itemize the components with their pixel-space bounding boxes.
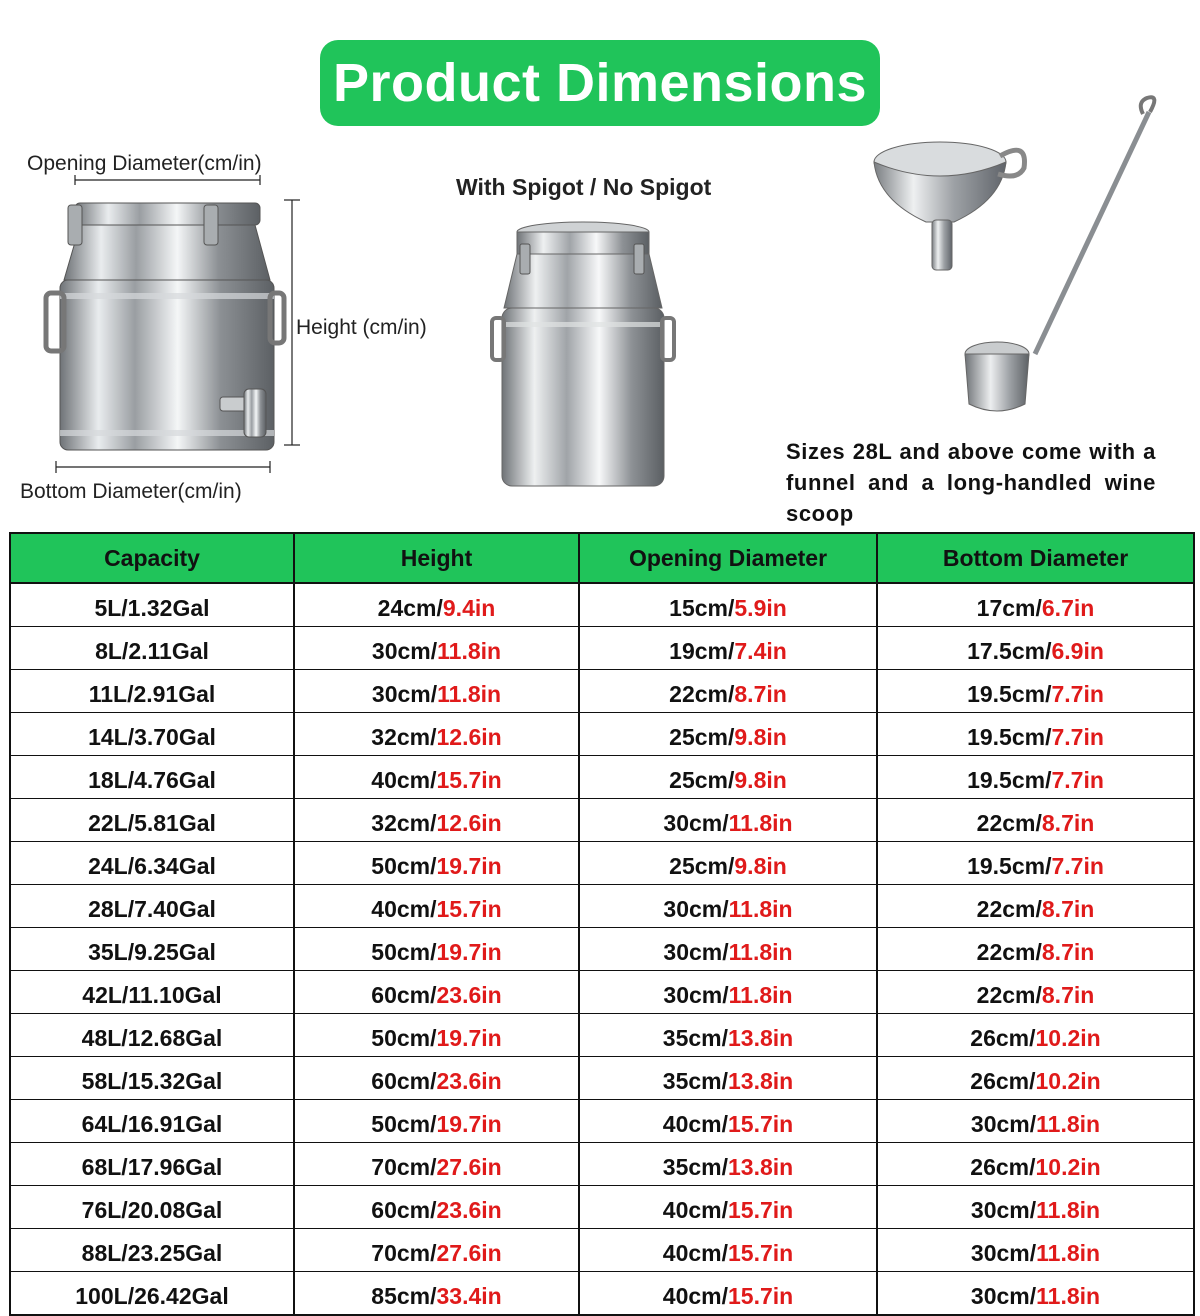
bottom-diameter-cell [877,1057,1194,1100]
height-cm-value: 70cm/ [371,1240,437,1266]
height-cell [294,756,579,799]
opening-cm-value: 30cm/ [663,982,729,1008]
opening-in-value: 15.7in [728,1240,794,1266]
height-cell [294,1186,579,1229]
height-cell [294,670,579,713]
height-cell [294,842,579,885]
opening-in-value: 11.8in [728,939,793,965]
opening-in-value: 11.8in [728,896,793,922]
capacity-value: 28L/7.40Gal [88,896,216,922]
capacity-value: 5L/1.32Gal [94,595,210,621]
table-row [10,756,1194,799]
opening-in-value: 9.8in [734,767,787,793]
title-banner [320,40,880,126]
height-cell [294,1272,579,1316]
table-row [10,1014,1194,1057]
opening-in-value: 15.7in [728,1283,794,1309]
bottom-cm-value: 22cm/ [976,939,1042,965]
bottom-diameter-cell [877,713,1194,756]
capacity-value: 35L/9.25Gal [88,939,216,965]
bottom-cm-value: 30cm/ [970,1111,1037,1137]
bottom-diameter-cell [877,583,1194,627]
table-row [10,1057,1194,1100]
bottom-diameter-cell [877,971,1194,1014]
opening-cm-value: 25cm/ [669,767,735,793]
bottom-in-value: 10.2in [1035,1068,1101,1094]
capacity-cell [10,971,294,1014]
height-cm-value: 50cm/ [371,1025,437,1051]
height-in-value: 33.4in [436,1283,502,1309]
bottom-in-value: 6.7in [1041,595,1095,621]
bottom-diameter-cell [877,670,1194,713]
height-cm-value: 50cm/ [371,1111,437,1137]
milk-can-no-spigot-image [492,218,674,496]
bottom-diameter-cell [877,1229,1194,1272]
accessory-note: Sizes 28L and above come with a funnel and a long-handled wine scoop [786,439,1156,526]
height-cell [294,713,579,756]
bottom-diameter-cell [877,885,1194,928]
height-in-value: 15.7in [436,767,502,793]
header-capacity: Capacity [10,533,294,583]
table-row [10,627,1194,670]
bottom-cm-value: 22cm/ [976,810,1042,836]
capacity-cell [10,670,294,713]
height-cm-value: 60cm/ [371,1197,437,1223]
height-cell [294,583,579,627]
spigot-label: With Spigot / No Spigot [456,174,712,200]
height-in-value: 19.7in [436,939,502,965]
bottom-in-value: 8.7in [1041,810,1095,836]
opening-diameter-cell [579,1272,877,1316]
opening-diameter-cell [579,756,877,799]
bottom-diameter-cell [877,1014,1194,1057]
capacity-cell [10,756,294,799]
bottom-in-value: 11.8in [1036,1111,1101,1137]
opening-cm-value: 25cm/ [669,853,735,879]
opening-in-value: 9.8in [734,853,787,879]
capacity-value: 58L/15.32Gal [81,1068,223,1094]
height-cm-value: 40cm/ [371,896,437,922]
height-cm-value: 85cm/ [371,1283,437,1309]
opening-diameter-cell [579,1186,877,1229]
table-row [10,713,1194,756]
capacity-value: 68L/17.96Gal [81,1154,223,1180]
opening-diameter-cell [579,799,877,842]
height-cm-value: 50cm/ [371,939,437,965]
bottom-cm-value: 19.5cm/ [967,853,1052,879]
bottom-diameter-cell [877,756,1194,799]
opening-in-value: 11.8in [728,982,793,1008]
bottom-diameter-label: Bottom Diameter(cm/in) [20,480,242,503]
opening-cm-value: 19cm/ [669,638,735,664]
opening-diameter-cell [579,1057,877,1100]
bottom-cm-value: 19.5cm/ [967,681,1052,707]
opening-in-value: 9.8in [734,724,787,750]
height-cell [294,1229,579,1272]
opening-cm-value: 35cm/ [662,1025,728,1051]
height-cm-value: 60cm/ [371,1068,437,1094]
bottom-diameter-cell [877,842,1194,885]
bottom-cm-value: 22cm/ [976,896,1042,922]
height-cell [294,627,579,670]
capacity-value: 48L/12.68Gal [81,1025,223,1051]
opening-in-value: 13.8in [728,1068,794,1094]
opening-cm-value: 30cm/ [663,896,729,922]
bottom-diameter-cell [877,1143,1194,1186]
height-in-value: 12.6in [436,724,502,750]
height-cm-value: 32cm/ [371,810,437,836]
bottom-diameter-cell [877,1186,1194,1229]
bottom-diameter-cell [877,1272,1194,1316]
bottom-diameter-cell [877,799,1194,842]
bottom-cm-value: 19.5cm/ [967,724,1052,750]
table-row [10,670,1194,713]
capacity-cell [10,627,294,670]
bottom-cm-value: 19.5cm/ [967,767,1052,793]
opening-diameter-cell [579,842,877,885]
opening-in-value: 7.4in [734,638,787,664]
capacity-cell [10,1272,294,1316]
opening-diameter-cell [579,1229,877,1272]
opening-in-value: 5.9in [734,595,787,621]
bottom-in-value: 7.7in [1051,681,1104,707]
height-in-value: 23.6in [436,1068,502,1094]
capacity-cell [10,928,294,971]
capacity-value: 14L/3.70Gal [88,724,216,750]
height-cell [294,1014,579,1057]
height-in-value: 23.6in [436,1197,502,1223]
opening-diameter-cell [579,971,877,1014]
capacity-cell [10,842,294,885]
opening-in-value: 15.7in [728,1197,794,1223]
height-cm-value: 50cm/ [371,853,437,879]
opening-diameter-cell [579,670,877,713]
height-cm-value: 40cm/ [371,767,437,793]
bottom-cm-value: 22cm/ [976,982,1042,1008]
capacity-value: 18L/4.76Gal [88,767,216,793]
height-in-value: 19.7in [436,1025,502,1051]
capacity-cell [10,799,294,842]
capacity-cell [10,1143,294,1186]
table-row [10,928,1194,971]
height-in-value: 19.7in [436,1111,502,1137]
height-in-value: 27.6in [436,1154,502,1180]
bottom-diameter-cell [877,1100,1194,1143]
height-cm-value: 24cm/ [377,595,443,621]
opening-cm-value: 15cm/ [669,595,735,621]
opening-diameter-cell [579,627,877,670]
bottom-in-value: 7.7in [1051,724,1104,750]
opening-diameter-cell [579,1014,877,1057]
table-row [10,799,1194,842]
bottom-cm-value: 17cm/ [976,595,1042,621]
table-row [10,1100,1194,1143]
bottom-in-value: 11.8in [1036,1197,1101,1223]
bottom-in-value: 8.7in [1041,896,1095,922]
height-in-value: 9.4in [442,595,496,621]
bottom-in-value: 10.2in [1035,1025,1101,1051]
bottom-cm-value: 30cm/ [970,1240,1037,1266]
height-cm-value: 60cm/ [371,982,437,1008]
height-label: Height (cm/in) [296,316,427,339]
capacity-cell [10,1229,294,1272]
capacity-cell [10,1186,294,1229]
header-opening-diameter: Opening Diameter [579,533,877,583]
height-in-value: 23.6in [436,982,502,1008]
bottom-cm-value: 26cm/ [970,1068,1036,1094]
opening-diameter-cell [579,583,877,627]
bottom-in-value: 6.9in [1051,638,1104,664]
opening-diameter-cell [579,713,877,756]
opening-cm-value: 40cm/ [662,1197,728,1223]
height-cm-value: 32cm/ [371,724,437,750]
bottom-in-value: 11.8in [1036,1283,1101,1309]
capacity-cell [10,1014,294,1057]
height-in-value: 15.7in [436,896,502,922]
dimensions-table [9,532,1195,1316]
table-row [10,1272,1194,1316]
bottom-diameter-cell [877,928,1194,971]
bottom-in-value: 11.8in [1036,1240,1101,1266]
table-row [10,583,1194,627]
height-cm-value: 30cm/ [371,638,438,664]
height-in-value: 27.6in [436,1240,502,1266]
height-cell [294,1143,579,1186]
opening-in-value: 13.8in [728,1025,794,1051]
bottom-cm-value: 26cm/ [970,1025,1036,1051]
capacity-value: 76L/20.08Gal [81,1197,223,1223]
capacity-cell [10,1057,294,1100]
height-cell [294,971,579,1014]
opening-cm-value: 35cm/ [662,1068,728,1094]
bottom-cm-value: 26cm/ [970,1154,1036,1180]
opening-in-value: 8.7in [734,681,787,707]
capacity-value: 88L/23.25Gal [81,1240,223,1266]
table-row [10,1229,1194,1272]
opening-cm-value: 35cm/ [662,1154,728,1180]
capacity-value: 64L/16.91Gal [81,1111,223,1137]
capacity-cell [10,583,294,627]
table-row [10,842,1194,885]
capacity-value: 42L/11.10Gal [82,982,222,1008]
opening-cm-value: 40cm/ [662,1240,728,1266]
opening-diameter-cell [579,1143,877,1186]
height-cell [294,1057,579,1100]
height-cell [294,799,579,842]
capacity-cell [10,885,294,928]
height-in-value: 11.8in [437,638,502,664]
opening-cm-value: 30cm/ [663,810,729,836]
bottom-in-value: 8.7in [1041,939,1095,965]
height-cell [294,1100,579,1143]
header-height: Height [294,533,579,583]
opening-cm-value: 22cm/ [669,681,735,707]
opening-diameter-cell [579,1100,877,1143]
table-row [10,1143,1194,1186]
opening-cm-value: 30cm/ [663,939,729,965]
bottom-in-value: 10.2in [1035,1154,1101,1180]
opening-diameter-cell [579,885,877,928]
opening-diameter-cell [579,928,877,971]
height-cm-value: 30cm/ [371,681,438,707]
capacity-cell [10,1100,294,1143]
height-cell [294,885,579,928]
capacity-value: 24L/6.34Gal [88,853,216,879]
bottom-cm-value: 30cm/ [970,1197,1037,1223]
table-row [10,1186,1194,1229]
table-header-row [10,533,1194,583]
height-cell [294,928,579,971]
bottom-in-value: 8.7in [1041,982,1095,1008]
height-cm-value: 70cm/ [371,1154,437,1180]
opening-diameter-label: Opening Diameter(cm/in) [27,152,262,175]
opening-cm-value: 25cm/ [669,724,735,750]
bottom-in-value: 7.7in [1051,767,1104,793]
header-bottom-diameter: Bottom Diameter [877,533,1194,583]
wine-scoop-image [955,92,1170,422]
page-title: Product Dimensions [332,53,868,113]
bottom-in-value: 7.7in [1051,853,1104,879]
height-in-value: 12.6in [436,810,502,836]
bottom-cm-value: 30cm/ [970,1283,1037,1309]
opening-in-value: 15.7in [728,1111,794,1137]
opening-cm-value: 40cm/ [662,1111,728,1137]
height-in-value: 19.7in [436,853,502,879]
table-row [10,885,1194,928]
milk-can-with-spigot-image [20,175,310,485]
capacity-value: 8L/2.11Gal [95,638,209,664]
opening-in-value: 13.8in [728,1154,794,1180]
opening-cm-value: 40cm/ [662,1283,728,1309]
bottom-cm-value: 17.5cm/ [967,638,1052,664]
table-row [10,971,1194,1014]
capacity-value: 100L/26.42Gal [75,1283,229,1309]
capacity-value: 22L/5.81Gal [88,810,216,836]
capacity-cell [10,713,294,756]
height-in-value: 11.8in [437,681,502,707]
opening-in-value: 11.8in [728,810,793,836]
bottom-diameter-cell [877,627,1194,670]
capacity-value: 11L/2.91Gal [88,681,216,707]
